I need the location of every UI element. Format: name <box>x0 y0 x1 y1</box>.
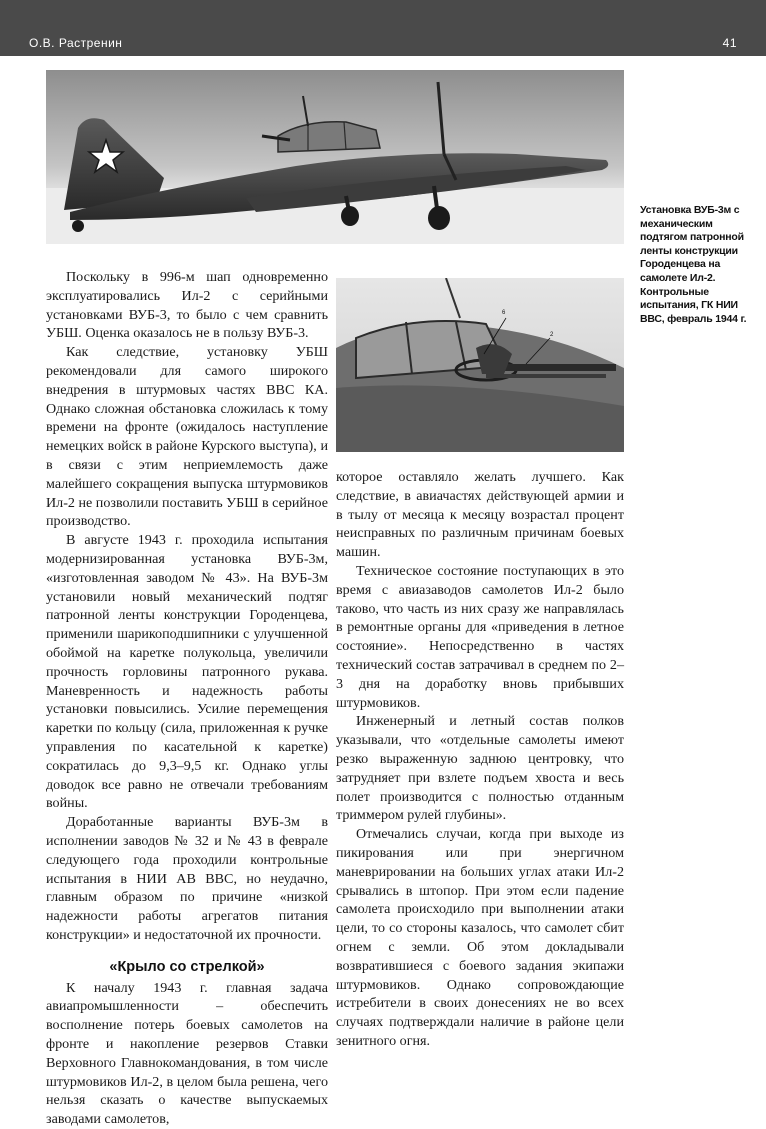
paragraph: Техническое состояние поступающих в это время с авиазаводов самолетов Ил-2 было таково, что часть из них сразу же направлялась в ремонтные органы для «приведения в летное состояние». Непосредственно в частях технический состав затрачивал в среднем по 2–3 дня на доработку вновь прибывших штурмовиков. <box>336 562 624 711</box>
photo-label-6: 6 <box>502 310 506 316</box>
page-number: 41 <box>722 36 737 50</box>
photo-caption: Установка ВУБ-3м с механическим подтягом патронной ленты конструкции Городенцева на самолете Ил-2. Контрольные испытания, ГК НИИ ВВС, февраль 1944 г. <box>640 204 747 325</box>
paragraph: Доработанные варианты ВУБ-3м в исполнении заводов № 32 и № 43 в феврале следующего года проходили контрольные испытания в НИИ АВ ВВС, но неудачно, главным образом по причине «низкой надежности работы агрегатов питания конструкции» и недостаточной их прочности. <box>46 814 328 943</box>
paragraph: Отмечались случаи, когда при выходе из пикирования или при энергичном маневрировании на больших углах атаки Ил-2 срывались в штопор. При этом если падение самолета происходило при выполнении атаки цели, то со стороны казалось, что самолет сбит огнем с земли. Об этом докладывали возвратившиеся с боевого задания экипажи штурмовиков. Однако сопровождающие истребители в своих донесениях не во всех случаях подтверждали наличие в районе цели зенитного огня. <box>336 826 624 1049</box>
paragraph: В августе 1943 г. проходила испытания модернизированная установка ВУБ-3м, «изготовленная заводом № 43». На ВУБ-3м установили новый механический подтяг патронной ленты конструкции Городенцева, применили шарикоподшипники с улучшенной обоймой на каретке полукольца, увеличили прочность горловины патронного рукава. Маневренность и надежность работы установки повысились. Усилие перемещения каретки по кольцу (сила, приложенная к ручке управления по касательной к каретке) сократилась до 9,3–9,5 кг. Однако углы доводок все равно не отвечали требованиям войны. <box>46 532 328 812</box>
paragraph: Инженерный и летный состав полков указывали, что «отдельные самолеты имеют резко выраженную заднюю центровку, что затрудняет при взлете подъем хвоста и весь полет производится с полностью отданным триммером рулей глубины». <box>336 713 624 824</box>
aircraft-photo <box>46 70 624 244</box>
right-text-column <box>336 468 624 1051</box>
paragraph-continuation: которое оставляло желать лучшего. Как следствие, в авиачастях действующей армии и в тылу от месяца к месяцу возрастал процент неисправных по различным причинам боевых машин. <box>336 469 624 561</box>
section-heading: «Крыло со стрелкой» <box>109 958 265 975</box>
gun-turret-photo <box>336 278 624 452</box>
paragraph: Как следствие, установку УБШ рекомендовали для самого широкого внедрения в штурмовых частях ВВС КА. Однако сложная обстановка сложилась к тому времени на фронте (ожидалось наступление немецких войск в районе Курского выступа), и в связи с этим неприемлемость даже малейшего сокращения выпуска штурмовиков Ил-2 не позволили поставить УБШ в серийное производство. <box>46 344 328 530</box>
paragraph: Поскольку в 996-м шап одновременно эксплуатировались Ил-2 с серийными установками ВУБ-3, то было с чем сравнить УБШ. Оценка оказалось не в пользу ВУБ-3. <box>46 269 328 342</box>
page-header <box>0 0 766 56</box>
running-head-author: О.В. Растренин <box>29 36 123 50</box>
photo-label-2: 2 <box>550 332 554 338</box>
paragraph: К началу 1943 г. главная задача авиапромышленности – обеспечить восполнение потерь боевых самолетов на фронте и накопление резервов Ставки Верховного Главнокомандования, в том числе штурмовиков Ил-2, в целом была решена, чего нельзя сказать о качестве выпускаемых заводами самолетов, <box>46 979 328 1128</box>
